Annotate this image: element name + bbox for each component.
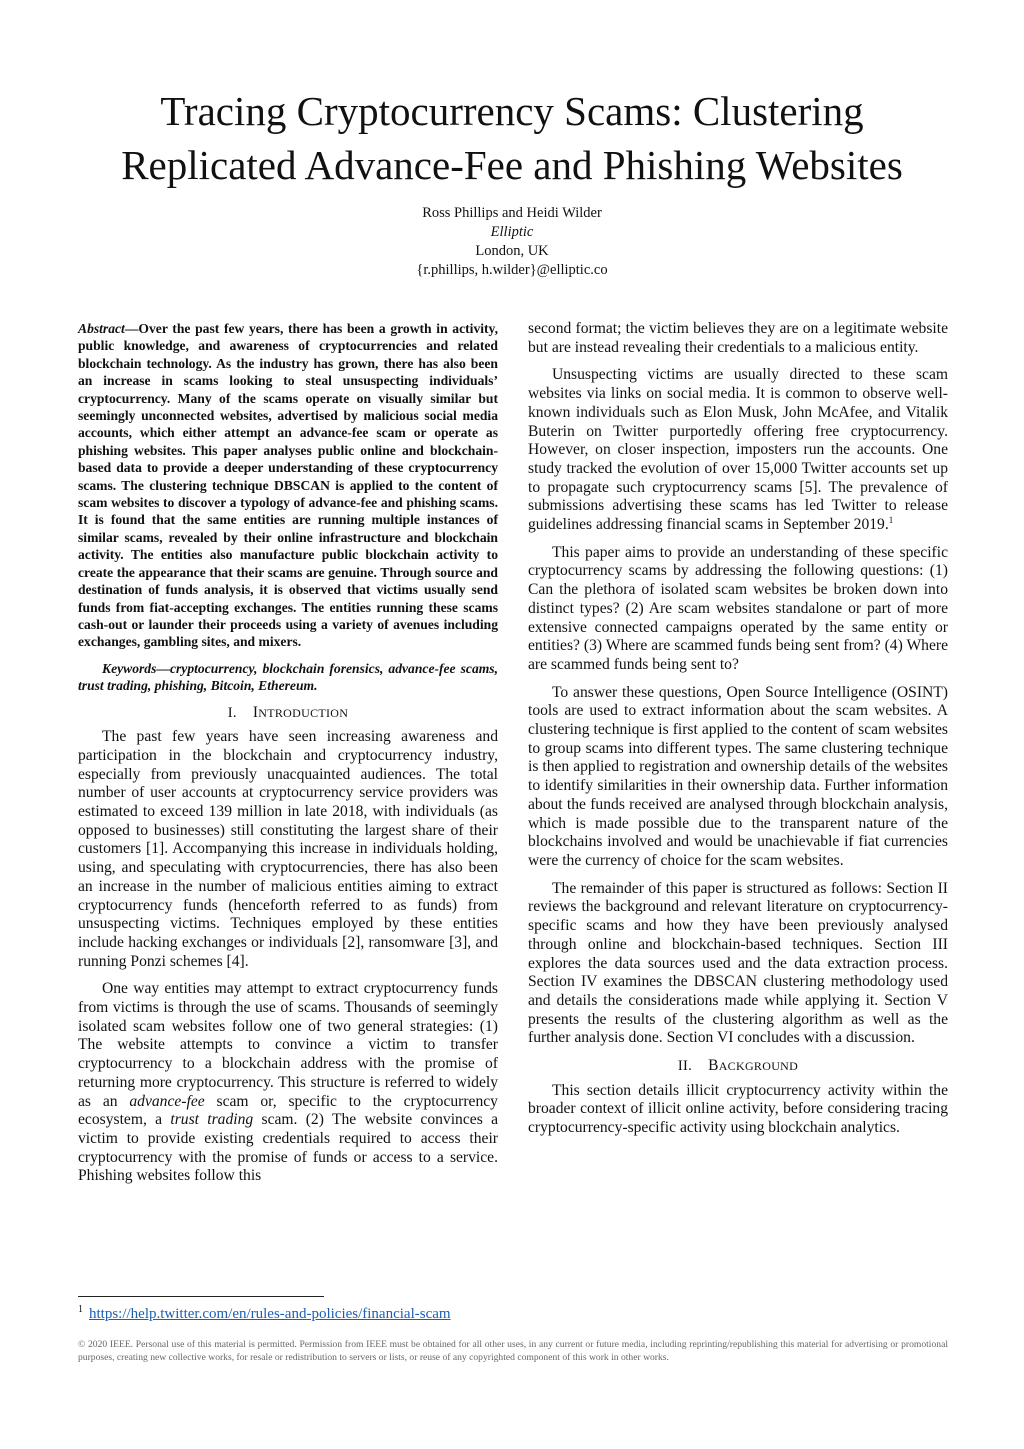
author-names: Ross Phillips and Heidi Wilder <box>422 205 602 221</box>
section-title-initial: I <box>252 703 259 721</box>
intro-paragraph-5: To answer these questions, Open Source Intelligence (OSINT) tools are used to extract information about the scam websites. A clustering technique is first applied to the content of scam websites to group scams into different types. The same clustering technique is then applied to registration and ownership details of the websites to identify similarities in their ownership data. Further information about the funds received are analysed through blockchain analysis, which is made possible due to the transparent nature of the blockchains involved and would be unachievable if fiat currencies were the currency of choice for the scam websites. <box>528 683 948 869</box>
text-run: Unsuspecting victims are usually directed to these scam websites via links on social media. It is common to observe well-known individuals such as Elon Musk, John McAfee, and Vitalik Buterin on Twitter purportedly offering free cryptocurrency. However, on closer inspection, imposters run the accounts. One study tracked the evolution of over 15,000 Twitter accounts set up to propagate such cryptocurrency scams [5]. The prevalence of submissions advertising these scams has led Twitter to release guidelines addressing financial scams in September 2019. <box>528 366 948 534</box>
section-title-initial: B <box>708 1057 719 1075</box>
title-line-2: Replicated Advance-Fee and Phishing Websites <box>121 142 903 188</box>
author-block <box>262 204 762 280</box>
location: London, UK <box>475 243 549 259</box>
abstract-text: —Over the past few years, there has been a growth in activity, public knowledge, and awareness of cryptocurrencies and related blockchain technology. As the industry has grown, there has also been an increase in scams looking to steal unsuspecting individuals’ cryptocurrency. Many of the scams operate on visually similar but seemingly unconnected websites, advertised by malicious social media accounts, which either attempt an advance-fee scam or operate as phishing websites. This paper analyses public online and blockchain-based data to provide a deeper understanding of these cryptocurrency scams. The clustering technique DBSCAN is applied to the content of scam websites to discover a typology of advance-fee and phishing scams. It is found that the same entities are running multiple instances of similar scams, revealed by their online infrastructure and blockchain activity. The entities also manufacture public blockchain activity to create the appearance that their scams are genuine. Through source and destination of funds analysis, it is observed that victims usually send funds from fiat-accepting exchanges. The entities running these scams cash-out or launder their proceeds using a variety of avenues including exchanges, gambling sites, and mixers. <box>78 321 498 650</box>
footnote-link[interactable]: https://help.twitter.com/en/rules-and-policies/financial-scam <box>89 1306 451 1322</box>
title-line-1: Tracing Cryptocurrency Scams: Clustering <box>160 88 864 134</box>
section-title-rest: ACKGROUND <box>718 1059 799 1074</box>
right-column <box>528 320 948 1147</box>
text-run: scam. (2) The website convinces a victim to provide existing credentials required to access their cryptocurrency with the promise of funds or access to a service. Phishing websites follow this <box>78 1111 498 1185</box>
emphasis-advance-fee: advance-fee <box>129 1092 205 1110</box>
section-number: II. <box>677 1058 693 1075</box>
section-heading-background <box>528 1057 948 1076</box>
emphasis-trust-trading: trust trading <box>170 1111 254 1129</box>
abstract-label: Abstract <box>78 321 125 336</box>
paper-title <box>60 84 964 192</box>
text-run: One way entities may attempt to extract cryptocurrency funds from victims is through the use of scams. Thousands of seemingly isolated scam websites follow one of two general strategies: (1) The website attempts to convince a victim to transfer cryptocurrency to a blockchain address with the promise of returning more cryptocurrency. This structure is referred to widely as an <box>78 980 498 1110</box>
text-run: scam or, specific to the cryptocurrency ecosystem, a <box>78 1092 498 1129</box>
footnote-number: 1 <box>78 1304 83 1315</box>
intro-paragraph-3 <box>528 366 948 534</box>
copyright-notice: © 2020 IEEE. Personal use of this material is permitted. Permission from IEEE must be obtained for all other uses, in any current or future media, including reprinting/republishing this material for advertising or promotional purposes, creating new collective works, for resale or redistribution to servers or lists, or reuse of any copyrighted component of this work in other works. <box>78 1339 948 1363</box>
intro-paragraph-6: The remainder of this paper is structured as follows: Section II reviews the background and relevant literature on cryptocurrency-specific scams and how they have been previously analysed through online and blockchain-based techniques. Section III explores the data sources used and the data extraction process. Section IV examines the DBSCAN clustering methodology used and details the considerations made while applying it. Section V presents the results of the clustering algorithm as well as the further analysis done. Section VI concludes with a discussion. <box>528 879 948 1047</box>
section-heading-introduction <box>78 704 498 723</box>
section-title-rest: NTRODUCTION <box>258 705 349 720</box>
background-paragraph-1: This section details illicit cryptocurrency activity within the broader context of illicit online activity, before considering tracing cryptocurrency-specific activity using blockchain analytics. <box>528 1081 948 1137</box>
footnote-divider <box>78 1296 324 1297</box>
section-number: I. <box>227 704 237 721</box>
email: {r.phillips, h.wilder}@elliptic.co <box>416 262 608 278</box>
keywords: Keywords—cryptocurrency, blockchain forensics, advance-fee scams, trust trading, phishing, Bitcoin, Ethereum. <box>78 660 498 694</box>
footnote <box>78 1306 451 1323</box>
footnote-marker[interactable]: 1 <box>888 514 894 525</box>
intro-paragraph-4: This paper aims to provide an understanding of these specific cryptocurrency scams by addressing the following questions: (1) Can the plethora of isolated scam websites be broken down into distinct types? (2) Are scam websites standalone or part of more extensive connected campaigns operated by the same entity or entities? (3) Where are scammed funds being sent from? (4) Where are scammed funds being sent to? <box>528 543 948 673</box>
left-column <box>78 320 498 1195</box>
intro-paragraph-2-continued: second format; the victim believes they are on a legitimate website but are instead revealing their credentials to a malicious entity. <box>528 320 948 356</box>
intro-paragraph-2 <box>78 980 498 1186</box>
intro-paragraph-1: The past few years have seen increasing awareness and participation in the blockchain and cryptocurrency industry, especially from previously unacquainted audiences. The total number of user accounts at cryptocurrency service providers was estimated to exceed 139 million in late 2018, with individuals (as opposed to businesses) still constituting the largest share of their customers [1]. Accompanying this increase in individuals holding, using, and speculating with cryptocurrencies, there has also been an increase in the number of malicious entities aiming to extract cryptocurrency funds (henceforth referred to as funds) from unsuspecting victims. Techniques employed by these entities include hacking exchanges or individuals [2], ransomware [3], and running Ponzi schemes [4]. <box>78 728 498 970</box>
abstract <box>78 320 498 651</box>
affiliation: Elliptic <box>490 224 534 240</box>
